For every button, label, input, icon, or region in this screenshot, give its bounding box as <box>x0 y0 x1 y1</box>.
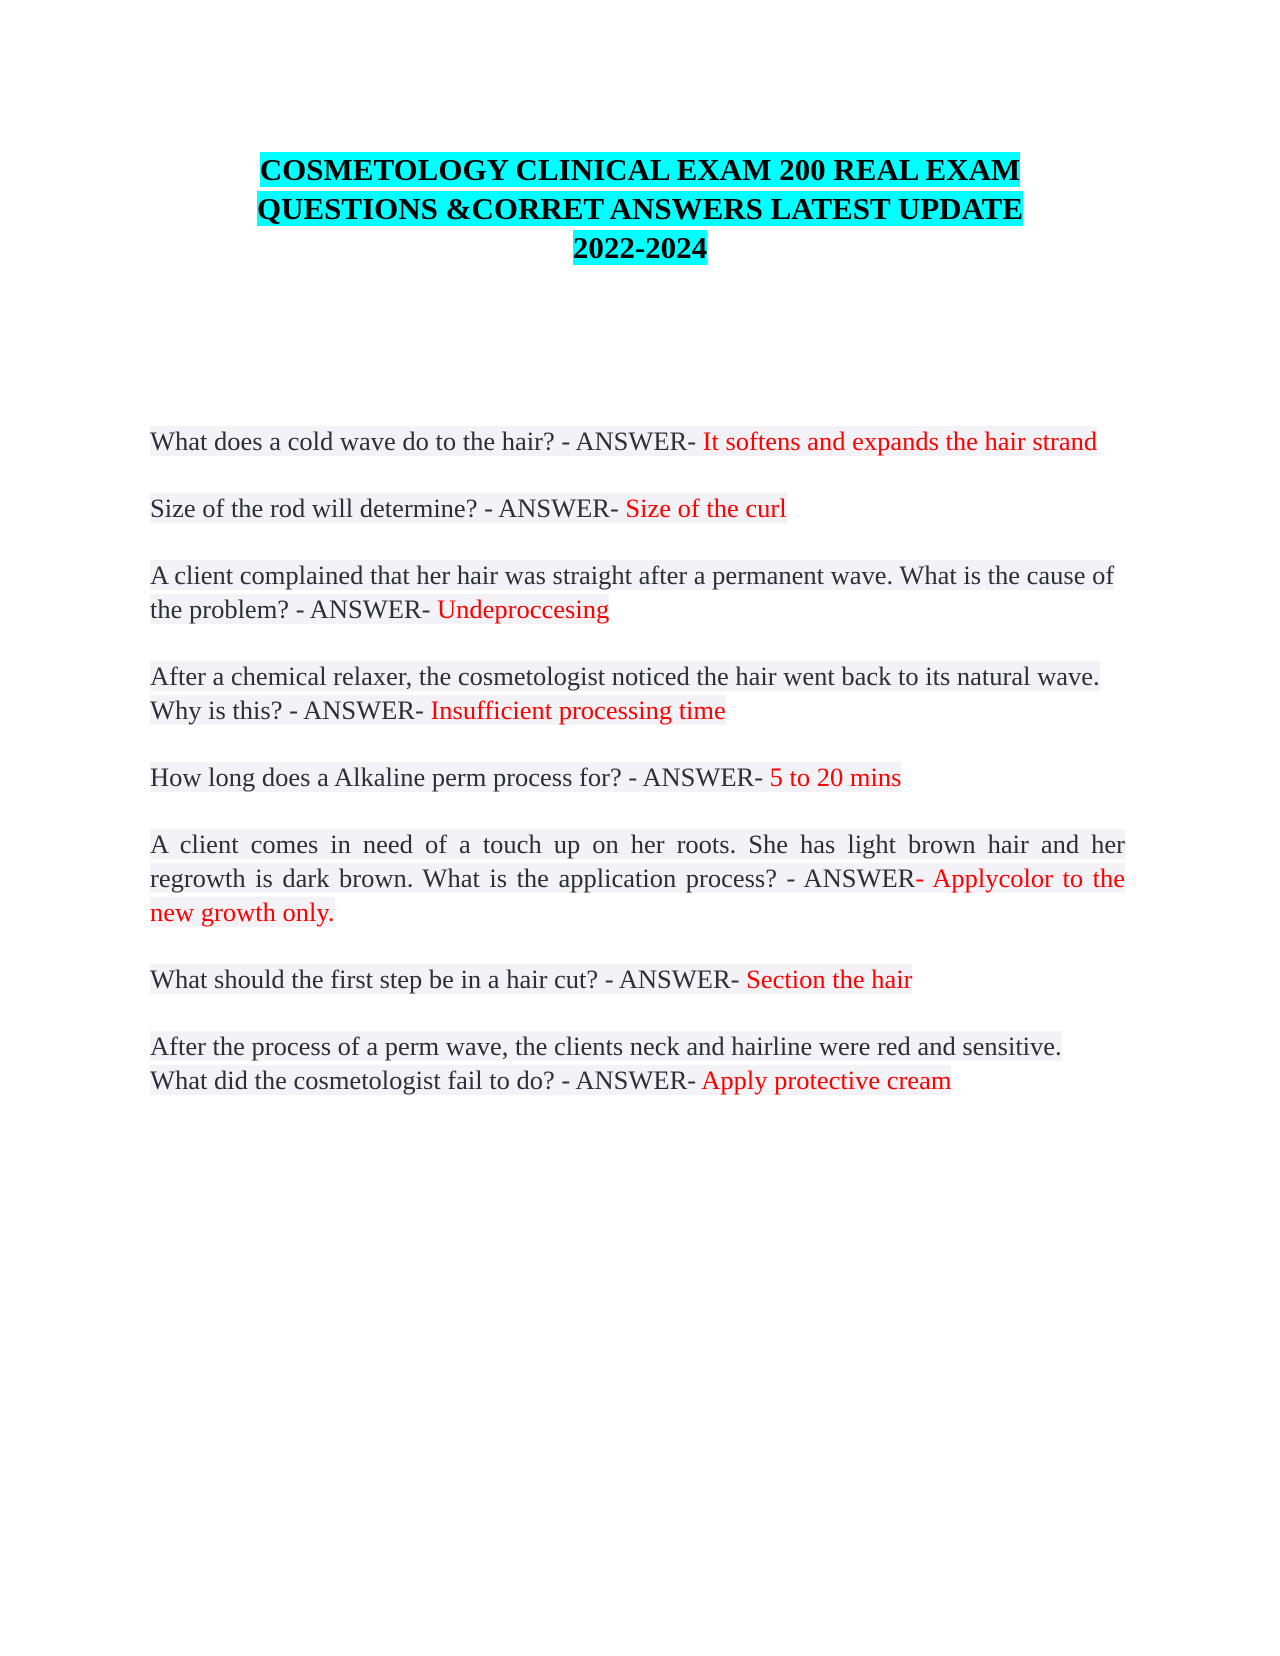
question-text: After a chemical relaxer, the cosmetologist noticed the hair went back to its natural wave. Why is this? - ANSWER- <box>150 661 1100 725</box>
question-text: A client complained that her hair was straight after a permanent wave. What is the cause of the problem? - ANSWER- <box>150 560 1115 624</box>
question-text: What should the first step be in a hair cut? - ANSWER- <box>150 964 747 994</box>
document-title <box>150 150 1130 267</box>
answer-text: Undeproccesing <box>437 594 610 624</box>
qa-item <box>150 491 1125 525</box>
qa-item <box>150 558 1125 626</box>
answer-text: It softens and expands the hair strand <box>702 426 1098 456</box>
qa-item <box>150 659 1125 727</box>
qa-item <box>150 827 1125 929</box>
answer-text: Insufficient processing time <box>430 695 726 725</box>
qa-item <box>150 424 1125 458</box>
question-text: How long does a Alkaline perm process for? - ANSWER- <box>150 762 770 792</box>
answer-text: - Applycolor to the new growth only. <box>150 863 1125 927</box>
question-text: A client comes in need of a touch up on her roots. She has light brown hair and her regrowth is dark brown. What is the application process? - ANSWER <box>150 829 1125 893</box>
answer-text: Section the hair <box>746 964 913 994</box>
qa-item <box>150 1029 1125 1097</box>
question-text: Size of the rod will determine? - ANSWER- <box>150 493 626 523</box>
question-text: After the process of a perm wave, the clients neck and hairline were red and sensitive. What did the cosmetologist fail to do? - ANSWER- <box>150 1031 1062 1095</box>
answer-text: Apply protective cream <box>701 1065 952 1095</box>
qa-list <box>150 424 1125 1130</box>
qa-item <box>150 962 1125 996</box>
qa-item <box>150 760 1125 794</box>
title-line-2: QUESTIONS &CORRET ANSWERS LATEST UPDATE <box>256 191 1024 226</box>
title-line-1: COSMETOLOGY CLINICAL EXAM 200 REAL EXAM <box>259 152 1021 187</box>
answer-text: Size of the curl <box>625 493 787 523</box>
title-line-3: 2022-2024 <box>572 230 708 265</box>
question-text: What does a cold wave do to the hair? - ANSWER- <box>150 426 703 456</box>
answer-text: 5 to 20 mins <box>769 762 902 792</box>
